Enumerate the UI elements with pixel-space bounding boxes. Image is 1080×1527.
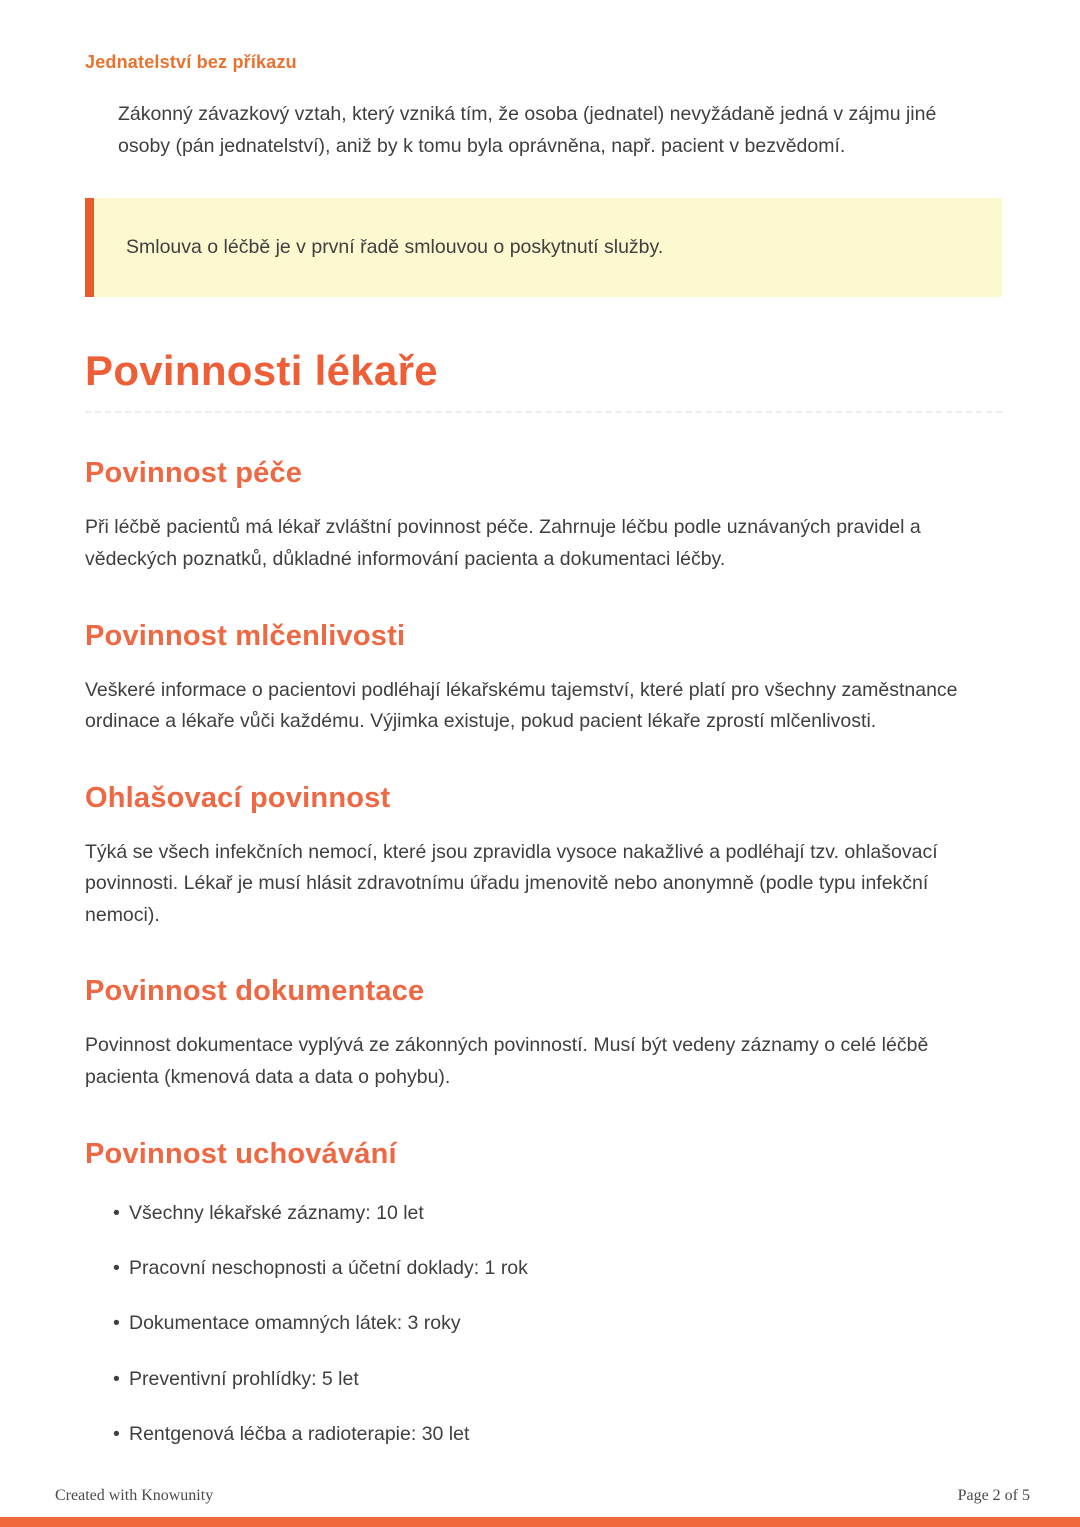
section-heading-confidentiality: Povinnost mlčenlivosti (85, 619, 406, 652)
section-paragraph-documentation: Povinnost dokumentace vyplývá ze zákonných povinností. Musí být vedeny záznamy o celé léčbě pacienta (kmenová data a data o pohybu). (85, 1034, 929, 1089)
section-heading-duty-of-care: Povinnost péče (85, 457, 303, 490)
list-item (113, 1256, 1002, 1281)
section-heading-retention: Povinnost uchovávání (85, 1137, 397, 1170)
list-item (113, 1367, 1002, 1392)
retention-list (113, 1201, 1002, 1448)
bullet-icon: • (113, 1422, 120, 1445)
bullet-icon: • (113, 1367, 120, 1390)
list-item (113, 1422, 1002, 1447)
topic-heading: Jednatelství bez příkazu (85, 52, 297, 72)
section-heading-reporting: Ohlašovací povinnost (85, 781, 391, 814)
list-item-text: Preventivní prohlídky: 5 let (129, 1367, 359, 1390)
list-item-text: Všechny lékařské záznamy: 10 let (129, 1201, 424, 1224)
list-item (113, 1311, 1002, 1336)
list-item (113, 1201, 1002, 1226)
page-footer (55, 1487, 1030, 1505)
title-divider (85, 411, 1002, 413)
section-paragraph-confidentiality: Veškeré informace o pacientovi podléhají lékařskému tajemství, které platí pro všechny zaměstnance ordinace a lékaře vůči každému. Výjimka existuje, pokud pacient lékaře zprostí mlčenlivosti. (85, 678, 958, 733)
footer-credit: Created with Knowunity (55, 1487, 214, 1504)
footer-page-number: Page 2 of 5 (957, 1487, 1030, 1504)
list-item-text: Pracovní neschopnosti a účetní doklady: 1 rok (129, 1256, 528, 1279)
bullet-icon: • (113, 1201, 120, 1224)
section-paragraph-duty-of-care: Při léčbě pacientů má lékař zvláštní povinnost péče. Zahrnuje léčbu podle uznávaných pravidel a vědeckých poznatků, důkladné informování pacienta a dokumentaci léčby. (85, 516, 921, 570)
bullet-icon: • (113, 1312, 120, 1335)
list-item-text: Dokumentace omamných látek: 3 roky (129, 1312, 461, 1335)
list-item-text: Rentgenová léčba a radioterapie: 30 let (129, 1422, 470, 1445)
page-title: Povinnosti lékaře (85, 347, 438, 395)
section-paragraph-reporting: Týká se všech infekčních nemocí, které jsou zpravidla vysoce nakažlivé a podléhají tzv. ohlašovací povinnosti. Lékař je musí hlásit zdravotnímu úřadu jmenovitě nebo anonymně (podle typu infekční nemoci). (85, 840, 938, 926)
bottom-accent-bar (0, 1517, 1080, 1527)
callout-text: Smlouva o léčbě je v první řadě smlouvou o poskytnutí služby. (126, 236, 664, 259)
bullet-icon: • (113, 1256, 120, 1279)
callout-box (85, 198, 1002, 297)
section-heading-documentation: Povinnost dokumentace (85, 975, 425, 1008)
topic-paragraph: Zákonný závazkový vztah, který vzniká tím, že osoba (jednatel) nevyžádaně jedná v zájmu jiné osoby (pán jednatelství), aniž by k tomu byla oprávněna, např. pacient v bezvědomí. (118, 103, 937, 157)
